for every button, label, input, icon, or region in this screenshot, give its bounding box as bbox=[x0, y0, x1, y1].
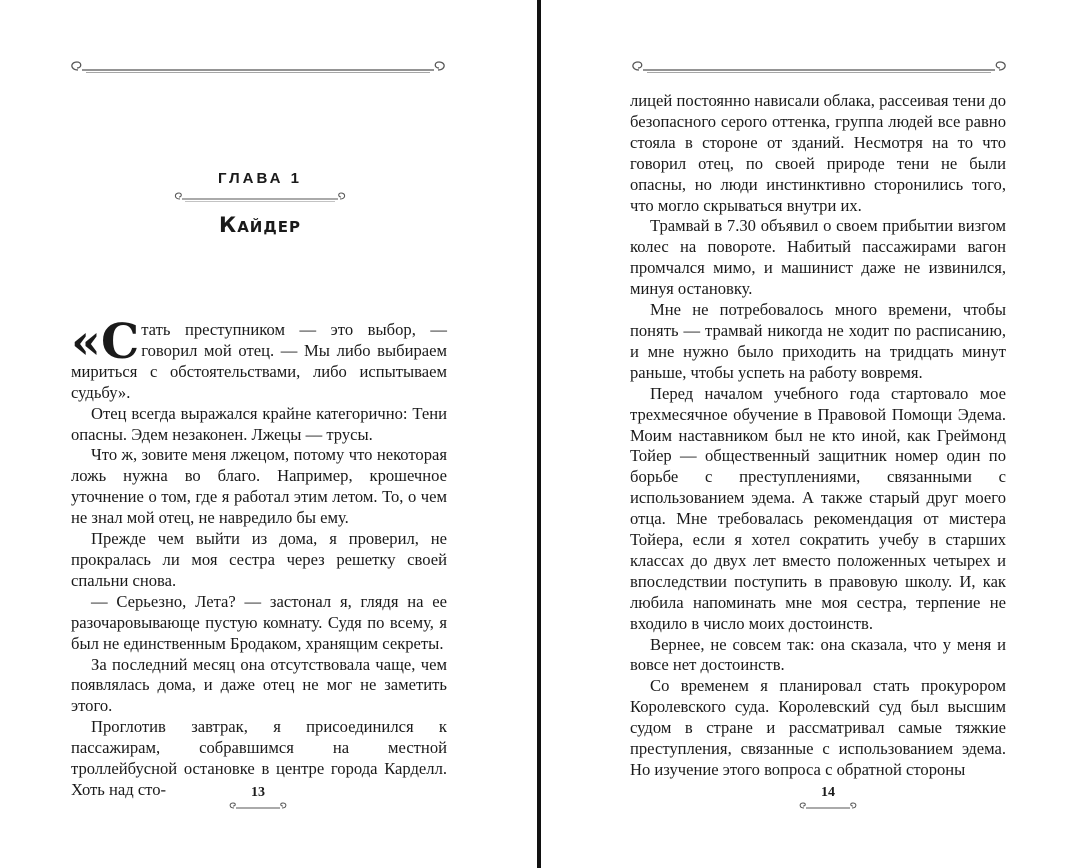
header-flourish-icon bbox=[68, 58, 448, 78]
paragraph: Отец всегда выражался крайне категорично: Тени опасны. Эдем незаконен. Лжецы — трусы. bbox=[71, 403, 447, 444]
right-page bbox=[541, 0, 1077, 868]
paragraph: За последний месяц она отсутствовала чаще, чем появлялась дома, и даже отец не мог не заметить этого. bbox=[71, 654, 447, 716]
page-number-flourish-icon bbox=[798, 802, 858, 814]
paragraph: — Серьезно, Лета? — застонал я, глядя на ее разочаровывающе пустую комнату. Судя по всему, я был не единственным Бродаком, хранящим секреты. bbox=[71, 591, 447, 653]
chapter-flourish-icon bbox=[172, 191, 348, 205]
left-page bbox=[0, 0, 537, 868]
left-body-text bbox=[71, 314, 447, 801]
paragraph: Со временем я планировал стать прокурором Королевского суда. Королевский суд был высшим судом в стране и рассматривал самые тяжкие преступления, связанные с использованием эдема. Но изучение этого вопроса с обратной стороны bbox=[630, 676, 1006, 779]
paragraph: Прежде чем выйти из дома, я проверил, не прокралась ли моя сестра через решетку своей спальни снова. bbox=[71, 529, 447, 590]
chapter-title: Кайдер bbox=[219, 213, 301, 237]
page-number: 14 bbox=[821, 785, 835, 800]
paragraph-text: тать преступником — это выбор, — говорил мой отец. — Мы либо выбираем мириться с обстоятельствами, либо испытываем судьбу». bbox=[71, 320, 447, 402]
paragraph: Мне не потребовалось много времени, чтобы понять — трамвай никогда не ходит по расписанию, и мне нужно было приходить на тридцать минут раньше, чтобы успеть на работу вовремя. bbox=[630, 300, 1006, 382]
paragraph: лицей постоянно нависали облака, рассеивая тени до безопасного серого оттенка, группа людей все равно стояла в стороне от зданий. Несмотря на то что говорил отец, по своей природе тени не были опасны, но люди инстинктивно сторонились того, что могло скрываться внутри их. bbox=[630, 91, 1006, 215]
paragraph bbox=[71, 314, 447, 404]
paragraph: Перед началом учебного года стартовало мое трехмесячное обучение в Правовой Помощи Эдема. Моим наставником был не кто иной, как Греймонд Тойер — общественный защитник номер один по борьбе с преступлениями, связанными с использованием эдема. А также старый друг моего отца. Мне требовалась рекомендация от мистера Тойера, если я хотел сократить учебу в старших классах до двух лет вместо положенных четырех и впоследствии поступить в правовую школу. И, как любила напоминать мне моя сестра, терпение не входило в число моих достоинств. bbox=[630, 383, 1006, 633]
paragraph: Проглотив завтрак, я присоединился к пассажирам, собравшимся на местной троллейбусной остановке в центре города Карделл. Хоть над сто- bbox=[71, 717, 447, 799]
chapter-label: ГЛАВА 1 bbox=[218, 170, 302, 187]
page-number-flourish-icon bbox=[228, 802, 288, 814]
page-number: 13 bbox=[251, 785, 265, 800]
paragraph: Вернее, не совсем так: она сказала, что у меня и вовсе нет достоинств. bbox=[630, 634, 1006, 675]
right-body-text bbox=[630, 91, 1006, 781]
drop-cap: «С bbox=[71, 314, 140, 370]
paragraph: Трамвай в 7.30 объявил о своем прибытии визгом колес на повороте. Набитый пассажирами вагон промчался мимо, и машинист даже не извинился, минуя остановку. bbox=[630, 216, 1006, 299]
header-flourish-icon bbox=[629, 58, 1009, 78]
paragraph: Что ж, зовите меня лжецом, потому что некоторая ложь нужна во благо. Например, крошечное уточнение о том, где я работал этим летом. То, о чем не знал мой отец, не навредило бы ему. bbox=[71, 445, 447, 528]
